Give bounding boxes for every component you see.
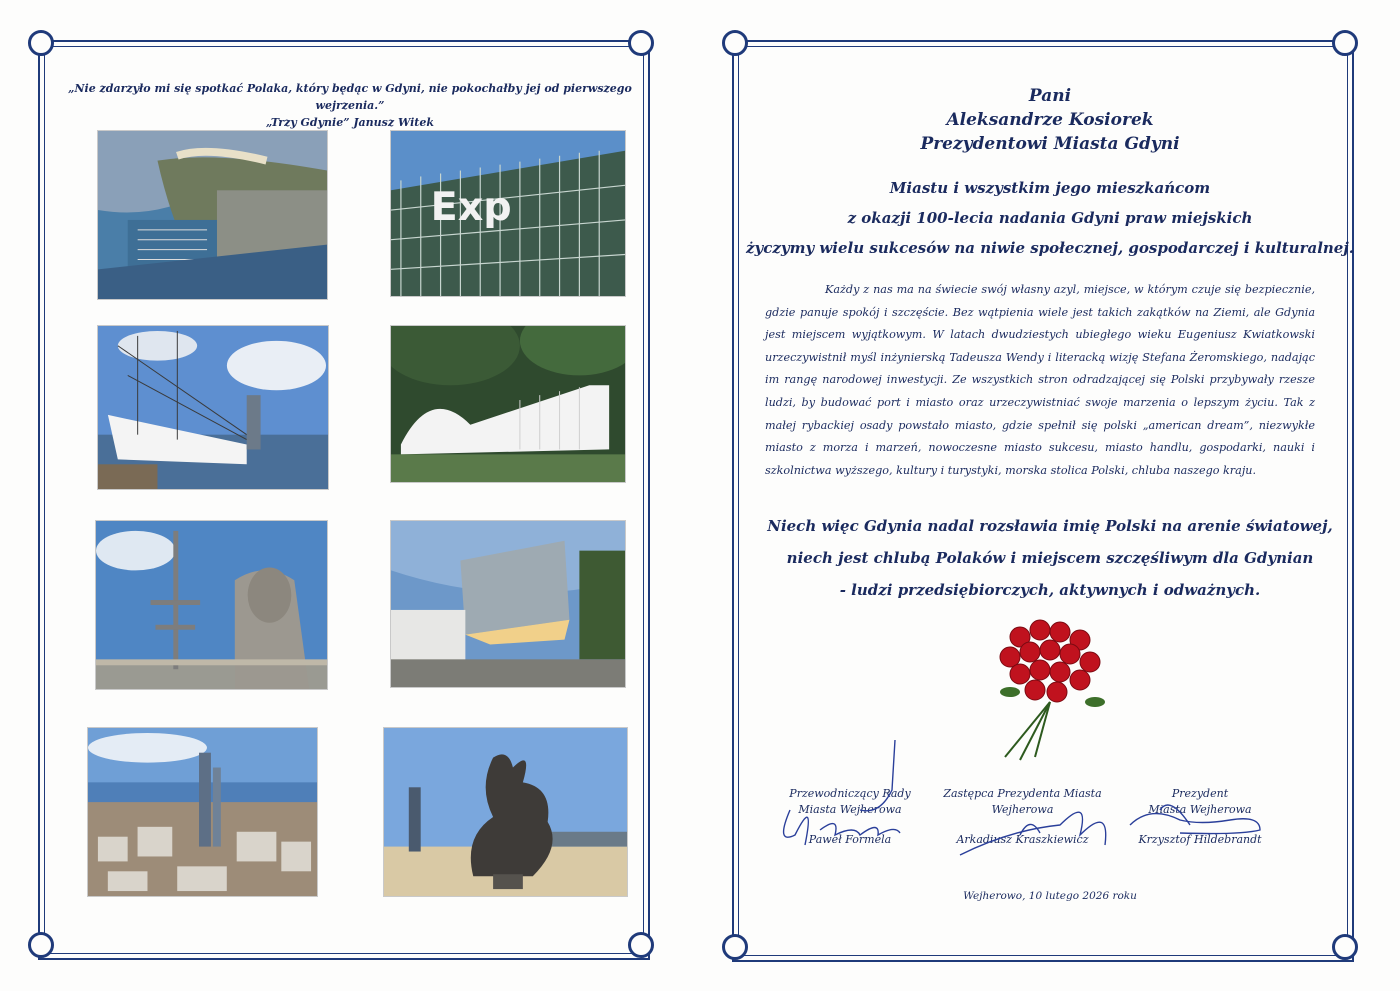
mast-monument-sculpture-photo xyxy=(95,520,328,690)
closing-wishes xyxy=(700,510,1400,606)
signatory-title: Przewodniczący Rady xyxy=(789,787,911,800)
frame-corner-ornament xyxy=(722,30,748,56)
experyment-science-center-photo xyxy=(390,130,626,297)
signatory-title: Miasta Wejherowa xyxy=(1148,803,1252,816)
frame-corner-ornament xyxy=(28,30,54,56)
closing-line: - ludzi przedsiębiorczych, aktywnych i odważnych. xyxy=(839,581,1261,599)
svg-text:Exp: Exp xyxy=(430,183,512,230)
rose-bouquet-image xyxy=(985,612,1115,762)
addressee-salutation: Pani xyxy=(1028,86,1072,106)
frame-corner-ornament xyxy=(1332,934,1358,960)
closing-line: Niech więc Gdynia nadal rozsławia imię Polski na arenie światowej, xyxy=(767,517,1333,535)
signature-deputy-mayor xyxy=(935,786,1110,848)
letter-body-paragraph: Każdy z nas ma na świecie swój własny azyl, miejsce, w którym czuje się bezpiecznie, gdzie panuje spokój i szczęście. Bez wątpienia wiele jest takich zakątków na Ziemi, ale Gdynia jest miejscem wyjątkowym. W latach dwudziestych ubiegłego wieku Eugeniusz Kwiatkowski urzeczywistnił myśl inżynierską Tadeusza Wendy i literacką wizję Stefana Żeromskiego, nadając im rangę narodowej inwestycji. Ze wszystkich stron odradzającej się Polski przybywały rzesze ludzi, by budować port i miasto oraz urzeczywistniać swoje marzenia o lepszym życiu. Tak z małej rybackiej osady powstało miasto, gdzie spełnił się polski „american dream”, niezwykłe miasto z morza i marzeń, nowoczesne miasto sukcesu, miasto handlu, gospodarki, nauki i szkolnictwa wyższego, kultury i turystyki, morska stolica Polski, chluba naszego kraju. xyxy=(765,283,1315,477)
signature-mayor xyxy=(1120,786,1280,848)
wish-line: Miastu i wszystkim jego mieszkańcom xyxy=(889,179,1211,197)
frame-corner-ornament xyxy=(628,30,654,56)
fish-sculpture-beach-photo xyxy=(383,727,628,897)
right-page xyxy=(700,0,1400,991)
modern-glass-building-photo xyxy=(390,520,626,688)
addressee-title: Prezydentowi Miasta Gdyni xyxy=(920,134,1180,154)
quote-text: „Nie zdarzyło mi się spotkać Polaka, który będąc w Gdyni, nie pokochałby jej od pierwszego wejrzenia.” xyxy=(68,82,632,112)
white-concert-shell-photo xyxy=(390,325,626,483)
tall-ship-dar-pomorza-photo xyxy=(97,325,329,490)
frame-corner-ornament xyxy=(1332,30,1358,56)
addressee xyxy=(700,84,1400,156)
addressee-name: Aleksandrze Kosiorek xyxy=(946,110,1154,130)
signatory-title: Zastępca Prezydenta Miasta xyxy=(943,787,1102,800)
signatory-name: Krzysztof Hildebrandt xyxy=(1138,833,1262,846)
date-and-place: Wejherowo, 10 lutego 2026 roku xyxy=(963,890,1137,902)
wish-line: z okazji 100-lecia nadania Gdyni praw miejskich xyxy=(847,209,1253,227)
signatory-title: Prezydent xyxy=(1171,787,1229,800)
signature-council-chairman xyxy=(770,786,930,848)
quote xyxy=(60,80,640,131)
signatory-name: Arkadiusz Kraszkiewicz xyxy=(956,833,1089,846)
frame-corner-ornament xyxy=(628,932,654,958)
wishes xyxy=(700,173,1400,263)
signatory-title: Miasta Wejherowa xyxy=(798,803,902,816)
signatory-title: Wejherowa xyxy=(991,803,1054,816)
closing-line: niech jest chlubą Polaków i miejscem szczęśliwym dla Gdynian xyxy=(786,549,1314,567)
signatory-name: Paweł Formela xyxy=(808,833,892,846)
city-skyline-aerial-photo xyxy=(87,727,318,897)
wish-line: życzymy wielu sukcesów na niwie społecznej, gospodarczej i kulturalnej. xyxy=(745,239,1354,257)
frame-corner-ornament xyxy=(722,934,748,960)
frame-corner-ornament xyxy=(28,932,54,958)
letter-body xyxy=(765,279,1315,482)
quote-source: „Trzy Gdynie” Janusz Witek xyxy=(265,116,434,129)
marina-aerial-photo xyxy=(97,130,328,300)
